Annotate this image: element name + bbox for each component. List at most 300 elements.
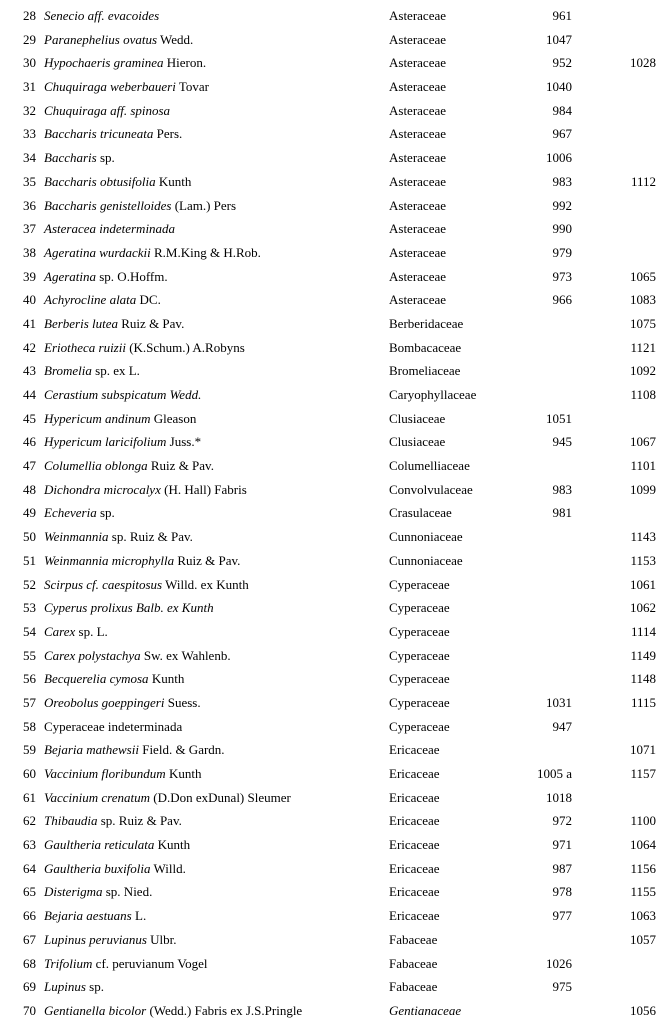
table-row	[0, 833, 667, 857]
voucher-number-1: 966	[552, 292, 572, 308]
row-number: 51	[23, 552, 36, 568]
family-name: Caryophyllaceae	[389, 387, 477, 402]
table-row	[0, 715, 667, 739]
family-name: Clusiaceae	[389, 434, 446, 450]
species-name	[44, 170, 191, 194]
family-name: Bromeliaceae	[389, 363, 461, 379]
species-author: Wedd.	[160, 31, 194, 47]
voucher-number-1: 984	[552, 102, 572, 118]
voucher-number-1: 973	[552, 268, 572, 284]
species-epithet: Baccharis	[44, 150, 97, 166]
family-name: Ericaceae	[389, 813, 440, 829]
voucher-number-1: 979	[552, 244, 572, 260]
table-row	[0, 999, 667, 1023]
voucher-number-2: 1062	[630, 600, 656, 616]
species-epithet: Echeveria	[44, 505, 97, 521]
family-name: Asteraceae	[389, 79, 447, 95]
species-name	[44, 786, 291, 810]
table-row	[0, 525, 667, 549]
species-author: (Lam.) Pers	[174, 197, 237, 213]
table-row	[0, 620, 667, 644]
voucher-number-1: 1018	[546, 789, 572, 805]
species-name	[44, 809, 182, 833]
species-epithet: Asteracea indeterminada	[44, 221, 176, 237]
species-name	[44, 904, 146, 928]
voucher-number-2: 1155	[630, 884, 656, 900]
row-number: 29	[23, 31, 36, 47]
species-name	[44, 265, 168, 289]
row-number: 68	[23, 955, 36, 971]
species-name	[44, 667, 184, 691]
species-name	[44, 241, 261, 265]
species-author: sp. ex L.	[95, 363, 140, 379]
family-name: Asteraceae	[389, 55, 447, 71]
row-number: 65	[23, 884, 36, 900]
family-name: Clusiaceae	[389, 410, 446, 426]
row-number: 42	[23, 339, 36, 355]
table-row	[0, 288, 667, 312]
row-number: 35	[23, 173, 36, 189]
voucher-number-2: 1157	[630, 766, 656, 781]
family-name: Ericaceae	[389, 860, 440, 876]
family-name: Bombacaceae	[389, 339, 462, 355]
table-row	[0, 644, 667, 668]
species-name	[44, 146, 115, 170]
table-row	[0, 454, 667, 478]
family-name: Ericaceae	[389, 742, 440, 758]
species-name	[44, 28, 193, 52]
table-row	[0, 596, 667, 620]
species-epithet: Cyperus prolixus Balb. ex Kunth	[44, 600, 214, 616]
species-author: sp. Ruiz & Pav.	[100, 813, 182, 829]
table-row	[0, 170, 667, 194]
row-number: 58	[23, 718, 36, 734]
family-name: Ericaceae	[389, 837, 440, 853]
row-number: 45	[23, 410, 36, 426]
family-name: Asteraceae	[389, 292, 447, 308]
table-row	[0, 762, 667, 786]
voucher-number-1: 992	[552, 197, 572, 213]
species-author: sp. Ruiz & Pav.	[111, 529, 193, 545]
species-author: DC.	[139, 292, 161, 308]
family-name: Asteraceae	[389, 8, 447, 23]
species-name	[44, 738, 225, 762]
voucher-number-1: 947	[552, 718, 572, 734]
row-number: 59	[23, 742, 36, 758]
species-epithet: Baccharis obtusifolia	[44, 173, 156, 189]
species-epithet: Ageratina wurdackii	[44, 244, 151, 260]
species-author: Sw. ex Wahlenb.	[143, 647, 231, 663]
voucher-number-2: 1149	[630, 647, 656, 663]
species-name	[44, 975, 104, 999]
species-epithet: Columellia oblonga	[44, 458, 148, 474]
voucher-number-2: 1028	[630, 55, 656, 71]
species-name	[44, 952, 207, 976]
voucher-number-2: 1112	[630, 173, 656, 189]
table-row	[0, 265, 667, 289]
voucher-number-1: 987	[552, 860, 572, 876]
family-name: Cyperaceae	[389, 647, 450, 663]
table-row	[0, 691, 667, 715]
species-table	[0, 4, 667, 1023]
voucher-number-1: 1051	[546, 410, 572, 426]
table-row	[0, 359, 667, 383]
family-name: Asteraceae	[389, 173, 447, 189]
table-row	[0, 975, 667, 999]
species-epithet: Carex	[44, 623, 76, 639]
table-row	[0, 501, 667, 525]
voucher-number-2: 1083	[630, 292, 656, 308]
species-name	[44, 549, 240, 573]
species-author: sp. L.	[78, 623, 108, 639]
species-epithet: Hypericum andinum	[44, 410, 151, 426]
voucher-number-2: 1121	[630, 339, 656, 355]
table-row	[0, 573, 667, 597]
voucher-number-1: 1031	[546, 694, 572, 710]
species-epithet: Vaccinium floribundum	[44, 766, 166, 781]
species-name	[44, 928, 177, 952]
row-number: 31	[23, 79, 36, 95]
table-row	[0, 880, 667, 904]
species-epithet: Lupinus peruvianus	[44, 931, 147, 947]
species-author: Suess.	[167, 694, 201, 710]
species-epithet: Achyrocline alata	[44, 292, 137, 308]
voucher-number-2: 1156	[630, 860, 656, 876]
table-row	[0, 928, 667, 952]
species-epithet: Bejaria aestuans	[44, 908, 132, 924]
voucher-number-1: 967	[552, 126, 572, 142]
species-epithet: Paranephelius ovatus	[44, 31, 158, 47]
species-author: (K.Schum.) A.Robyns	[129, 339, 245, 355]
voucher-number-1: 961	[552, 8, 572, 23]
voucher-number-1: 990	[552, 221, 572, 237]
row-number: 36	[23, 197, 36, 213]
species-name	[44, 501, 115, 525]
species-author: (D.Don exDunal) Sleumer	[153, 789, 291, 805]
family-name: Cyperaceae	[389, 718, 450, 734]
species-name	[44, 620, 108, 644]
species-epithet: Trifolium	[44, 955, 93, 971]
family-name: Cunnoniaceae	[389, 552, 463, 568]
row-number: 39	[23, 268, 36, 284]
voucher-number-1: 952	[552, 55, 572, 71]
row-number: 34	[23, 150, 36, 166]
voucher-number-1: 1005 a	[536, 766, 572, 781]
family-name: Fabaceae	[389, 979, 438, 995]
family-name: Cyperaceae	[389, 576, 450, 592]
table-row	[0, 738, 667, 762]
family-name: Crasulaceae	[389, 505, 452, 521]
voucher-number-2: 1143	[630, 529, 656, 545]
species-epithet: Chuquiraga weberbaueri	[44, 79, 176, 95]
row-number: 57	[23, 694, 36, 710]
table-row	[0, 809, 667, 833]
species-author: Ruiz & Pav.	[177, 552, 241, 568]
voucher-number-2: 1099	[630, 481, 656, 497]
row-number: 47	[23, 458, 36, 474]
table-row	[0, 75, 667, 99]
table-row	[0, 549, 667, 573]
species-author: L.	[135, 908, 147, 924]
voucher-number-2: 1065	[630, 268, 656, 284]
species-epithet: Bejaria mathewsii	[44, 742, 139, 758]
row-number: 30	[23, 55, 36, 71]
family-name: Cyperaceae	[389, 600, 450, 616]
voucher-number-1: 983	[552, 173, 572, 189]
row-number: 69	[23, 979, 36, 995]
species-name	[44, 857, 186, 881]
voucher-number-1: 975	[552, 979, 572, 995]
species-name	[44, 762, 201, 786]
row-number: 54	[23, 623, 36, 639]
voucher-number-2: 1092	[630, 363, 656, 379]
species-name	[44, 75, 209, 99]
table-row	[0, 407, 667, 431]
species-epithet: Hypochaeris graminea	[44, 55, 164, 71]
species-name	[44, 525, 193, 549]
row-number: 52	[23, 576, 36, 592]
table-row	[0, 478, 667, 502]
family-name: Asteraceae	[389, 221, 447, 237]
species-epithet: Lupinus	[44, 979, 86, 995]
table-row	[0, 667, 667, 691]
voucher-number-2: 1057	[630, 931, 656, 947]
row-number: 43	[23, 363, 36, 379]
voucher-number-1: 1047	[546, 31, 572, 47]
family-name: Asteraceae	[389, 197, 447, 213]
table-row	[0, 51, 667, 75]
species-author: cf. peruvianum Vogel	[95, 955, 208, 971]
voucher-number-1: 983	[552, 481, 572, 497]
species-epithet: Becquerelia cymosa	[44, 671, 149, 687]
species-author: Kunth	[168, 766, 202, 781]
table-row	[0, 122, 667, 146]
row-number: 50	[23, 529, 36, 545]
row-number: 61	[23, 789, 36, 805]
species-name	[44, 691, 201, 715]
voucher-number-2: 1153	[630, 552, 656, 568]
family-name: Asteraceae	[389, 126, 447, 142]
voucher-number-1: 978	[552, 884, 572, 900]
species-epithet: Ageratina	[44, 268, 96, 284]
voucher-number-2: 1061	[630, 576, 656, 592]
row-number: 44	[23, 387, 36, 402]
table-row	[0, 857, 667, 881]
species-name	[44, 383, 201, 407]
row-number: 67	[23, 931, 36, 947]
table-row	[0, 952, 667, 976]
table-row	[0, 383, 667, 407]
species-name	[44, 99, 170, 123]
species-author: Pers.	[156, 126, 183, 142]
species-epithet: Weinmannia	[44, 529, 109, 545]
species-name	[44, 999, 302, 1023]
species-name	[44, 478, 247, 502]
family-name: Cyperaceae	[389, 694, 450, 710]
row-number: 40	[23, 292, 36, 308]
species-epithet: Gaultheria reticulata	[44, 837, 155, 853]
voucher-number-2: 1075	[630, 315, 656, 331]
voucher-number-2: 1100	[630, 813, 656, 829]
species-epithet: Scirpus cf. caespitosus	[44, 576, 163, 592]
species-name	[44, 880, 152, 904]
table-row	[0, 99, 667, 123]
species-epithet: Senecio aff. evacoides	[44, 8, 160, 23]
species-author: Tovar	[178, 79, 209, 95]
family-name: Fabaceae	[389, 931, 438, 947]
table-row	[0, 336, 667, 360]
table-row	[0, 217, 667, 241]
species-name	[44, 4, 159, 28]
voucher-number-2: 1114	[630, 623, 656, 639]
voucher-number-2: 1067	[630, 434, 656, 450]
voucher-number-1: 981	[552, 505, 572, 521]
species-epithet: Hypericum laricifolium	[44, 434, 167, 450]
row-number: 28	[23, 8, 36, 23]
species-epithet: Disterigma	[44, 884, 103, 900]
family-name: Berberidaceae	[389, 315, 464, 331]
row-number: 38	[23, 244, 36, 260]
species-author: Field. & Gardn.	[142, 742, 225, 758]
species-name	[44, 573, 249, 597]
family-name: Asteraceae	[389, 244, 447, 260]
voucher-number-2: 1064	[630, 837, 656, 853]
species-epithet: Gentianella bicolor	[44, 1002, 147, 1018]
species-epithet: Thibaudia	[44, 813, 98, 829]
table-row	[0, 4, 667, 28]
voucher-number-1: 1006	[546, 150, 572, 166]
row-number: 37	[23, 221, 36, 237]
species-author: (H. Hall) Fabris	[164, 481, 247, 497]
species-name	[44, 51, 206, 75]
species-name	[44, 312, 184, 336]
row-number: 53	[23, 600, 36, 616]
species-name	[44, 194, 236, 218]
voucher-number-1: 972	[552, 813, 572, 829]
species-name	[44, 407, 196, 431]
voucher-number-1: 977	[552, 908, 572, 924]
species-author: Kunth	[158, 173, 192, 189]
species-epithet: Cerastium subspicatum Wedd.	[44, 387, 202, 402]
voucher-number-2: 1115	[630, 694, 656, 710]
species-author: Hieron.	[166, 55, 207, 71]
family-name: Cyperaceae	[389, 623, 450, 639]
row-number: 32	[23, 102, 36, 118]
row-number: 70	[23, 1002, 36, 1018]
row-number: 66	[23, 908, 36, 924]
table-row	[0, 241, 667, 265]
species-epithet: Baccharis tricuneata	[44, 126, 154, 142]
species-name	[44, 715, 182, 739]
species-author: Cyperaceae indeterminada	[44, 718, 183, 734]
voucher-number-2: 1108	[630, 387, 656, 402]
family-name: Cyperaceae	[389, 671, 450, 687]
species-name	[44, 122, 182, 146]
family-name: Ericaceae	[389, 789, 440, 805]
species-name	[44, 454, 214, 478]
table-row	[0, 312, 667, 336]
species-author: sp.	[99, 505, 115, 521]
voucher-number-2: 1071	[630, 742, 656, 758]
row-number: 62	[23, 813, 36, 829]
species-epithet: Gaultheria buxifolia	[44, 860, 151, 876]
species-epithet: Vaccinium crenatum	[44, 789, 151, 805]
family-name: Ericaceae	[389, 908, 440, 924]
row-number: 55	[23, 647, 36, 663]
species-author: Ruiz & Pav.	[121, 315, 185, 331]
species-name	[44, 217, 175, 241]
voucher-number-2: 1063	[630, 908, 656, 924]
family-name: Columelliaceae	[389, 458, 470, 474]
table-row	[0, 28, 667, 52]
row-number: 56	[23, 671, 36, 687]
species-author: Ruiz & Pav.	[150, 458, 214, 474]
species-author: sp. Nied.	[105, 884, 153, 900]
voucher-number-2: 1101	[630, 458, 656, 474]
row-number: 41	[23, 315, 36, 331]
row-number: 49	[23, 505, 36, 521]
voucher-number-2: 1056	[630, 1002, 656, 1018]
species-author: sp.	[99, 150, 115, 166]
row-number: 33	[23, 126, 36, 142]
species-epithet: Chuquiraga aff. spinosa	[44, 102, 171, 118]
table-row	[0, 146, 667, 170]
species-epithet: Oreobolus goeppingeri	[44, 694, 165, 710]
voucher-number-1: 1026	[546, 955, 572, 971]
voucher-number-1: 971	[552, 837, 572, 853]
species-epithet: Baccharis genistelloides	[44, 197, 172, 213]
species-epithet: Eriotheca ruizii	[44, 339, 126, 355]
species-author: Willd.	[153, 860, 186, 876]
species-author: sp. O.Hoffm.	[99, 268, 168, 284]
family-name: Convolvulaceae	[389, 481, 473, 497]
species-author: Juss.*	[169, 434, 202, 450]
family-name: Ericaceae	[389, 884, 440, 900]
row-number: 63	[23, 837, 36, 853]
voucher-number-1: 945	[552, 434, 572, 450]
species-author: Gleason	[153, 410, 197, 426]
table-row	[0, 194, 667, 218]
species-name	[44, 336, 245, 360]
species-epithet: Carex polystachya	[44, 647, 141, 663]
row-number: 64	[23, 860, 36, 876]
species-name	[44, 359, 140, 383]
species-author: sp.	[89, 979, 104, 995]
species-name	[44, 596, 214, 620]
species-epithet: Berberis lutea	[44, 315, 119, 331]
family-name: Fabaceae	[389, 955, 438, 971]
family-name: Cunnoniaceae	[389, 529, 463, 545]
family-name: Asteraceae	[389, 31, 447, 47]
row-number: 60	[23, 766, 36, 781]
species-name	[44, 644, 231, 668]
species-name	[44, 833, 190, 857]
species-author: Ulbr.	[150, 931, 177, 947]
species-epithet: Bromelia	[44, 363, 92, 379]
table-row	[0, 786, 667, 810]
family-name: Asteraceae	[389, 102, 447, 118]
species-author: Willd. ex Kunth	[165, 576, 249, 592]
species-name	[44, 430, 201, 454]
species-name	[44, 288, 161, 312]
table-row	[0, 430, 667, 454]
row-number: 46	[23, 434, 36, 450]
species-epithet: Weinmannia microphylla	[44, 552, 175, 568]
voucher-number-2: 1148	[630, 671, 656, 687]
species-author: (Wedd.) Fabris ex J.S.Pringle	[149, 1002, 303, 1018]
table-row	[0, 904, 667, 928]
species-epithet: Dichondra microcalyx	[44, 481, 161, 497]
